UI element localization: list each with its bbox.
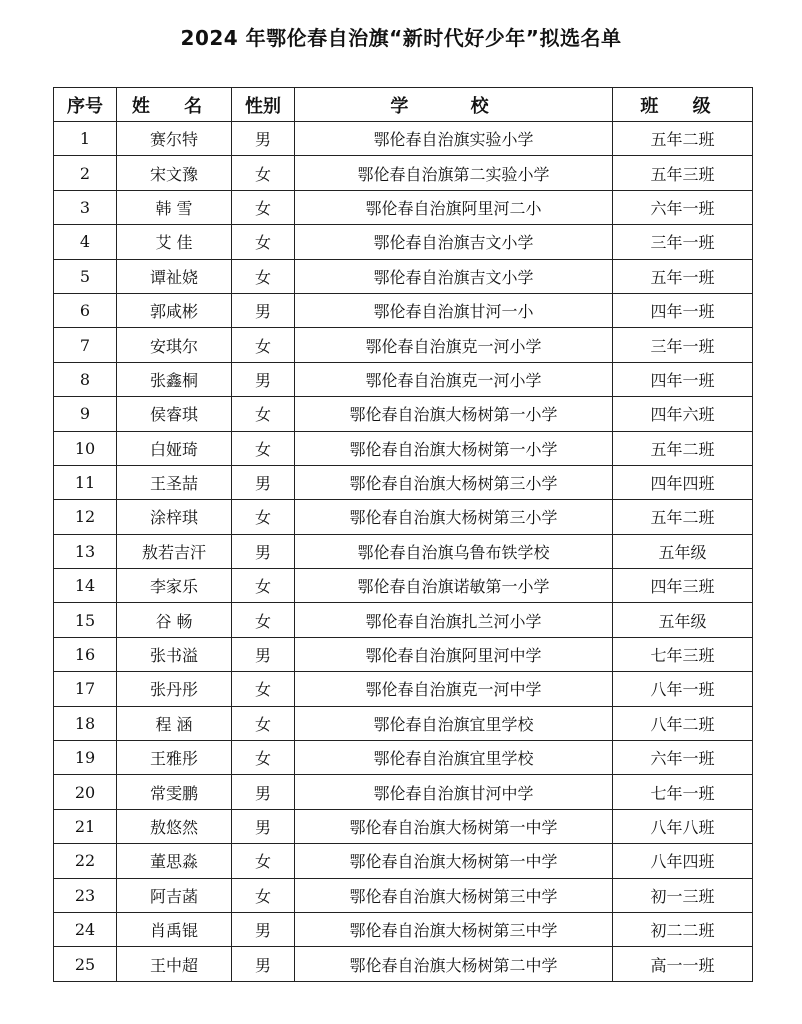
- cell-class: 五年二班: [613, 431, 753, 465]
- cell-class: 五年一班: [613, 259, 753, 293]
- cell-gender: 女: [232, 259, 295, 293]
- table-row: [54, 844, 753, 878]
- cell-school: 鄂伦春自治旗诺敏第一小学: [295, 569, 613, 603]
- table-row: [54, 397, 753, 431]
- cell-class: 五年级: [613, 603, 753, 637]
- cell-gender: 男: [232, 293, 295, 327]
- cell-index: 23: [54, 878, 117, 912]
- cell-class: 八年二班: [613, 706, 753, 740]
- cell-gender: 女: [232, 225, 295, 259]
- cell-name: 谭祉娆: [117, 259, 232, 293]
- cell-index: 12: [54, 500, 117, 534]
- cell-school: 鄂伦春自治旗克一河小学: [295, 328, 613, 362]
- table-row: [54, 741, 753, 775]
- table-row: [54, 328, 753, 362]
- cell-name: 宋文豫: [117, 156, 232, 190]
- cell-school: 鄂伦春自治旗宜里学校: [295, 741, 613, 775]
- cell-school: 鄂伦春自治旗大杨树第三中学: [295, 878, 613, 912]
- table-row: [54, 706, 753, 740]
- cell-class: 初二二班: [613, 912, 753, 946]
- cell-name: 张丹彤: [117, 672, 232, 706]
- cell-name: 李家乐: [117, 569, 232, 603]
- cell-gender: 男: [232, 534, 295, 568]
- cell-class: 八年四班: [613, 844, 753, 878]
- cell-class: 五年二班: [613, 500, 753, 534]
- cell-gender: 男: [232, 947, 295, 981]
- cell-index: 20: [54, 775, 117, 809]
- cell-gender: 女: [232, 878, 295, 912]
- table-row: [54, 775, 753, 809]
- cell-school: 鄂伦春自治旗大杨树第一中学: [295, 844, 613, 878]
- cell-name: 王圣喆: [117, 465, 232, 499]
- cell-index: 9: [54, 397, 117, 431]
- cell-index: 22: [54, 844, 117, 878]
- cell-name: 艾 佳: [117, 225, 232, 259]
- cell-name: 白娅琦: [117, 431, 232, 465]
- cell-class: 七年一班: [613, 775, 753, 809]
- candidate-table: [53, 87, 753, 982]
- cell-gender: 男: [232, 912, 295, 946]
- cell-gender: 女: [232, 603, 295, 637]
- cell-name: 程 涵: [117, 706, 232, 740]
- cell-index: 24: [54, 912, 117, 946]
- table-row: [54, 293, 753, 327]
- cell-class: 五年级: [613, 534, 753, 568]
- header-index: 序号: [54, 88, 117, 122]
- cell-index: 21: [54, 809, 117, 843]
- cell-school: 鄂伦春自治旗甘河中学: [295, 775, 613, 809]
- cell-school: 鄂伦春自治旗大杨树第一小学: [295, 397, 613, 431]
- cell-school: 鄂伦春自治旗吉文小学: [295, 225, 613, 259]
- cell-index: 14: [54, 569, 117, 603]
- table-row: [54, 637, 753, 671]
- cell-school: 鄂伦春自治旗实验小学: [295, 122, 613, 156]
- cell-name: 王中超: [117, 947, 232, 981]
- table-row: [54, 569, 753, 603]
- table-row: [54, 225, 753, 259]
- table-row: [54, 947, 753, 981]
- cell-school: 鄂伦春自治旗克一河中学: [295, 672, 613, 706]
- table-row: [54, 912, 753, 946]
- cell-index: 4: [54, 225, 117, 259]
- cell-class: 六年一班: [613, 741, 753, 775]
- cell-index: 3: [54, 190, 117, 224]
- cell-name: 敖悠然: [117, 809, 232, 843]
- cell-index: 10: [54, 431, 117, 465]
- cell-gender: 女: [232, 397, 295, 431]
- cell-class: 三年一班: [613, 328, 753, 362]
- header-name: 姓 名: [117, 88, 232, 122]
- cell-gender: 女: [232, 500, 295, 534]
- cell-school: 鄂伦春自治旗扎兰河小学: [295, 603, 613, 637]
- cell-school: 鄂伦春自治旗克一河小学: [295, 362, 613, 396]
- cell-school: 鄂伦春自治旗阿里河中学: [295, 637, 613, 671]
- cell-school: 鄂伦春自治旗大杨树第三小学: [295, 465, 613, 499]
- cell-index: 19: [54, 741, 117, 775]
- cell-name: 敖若吉汗: [117, 534, 232, 568]
- cell-name: 赛尔特: [117, 122, 232, 156]
- cell-index: 11: [54, 465, 117, 499]
- cell-gender: 男: [232, 362, 295, 396]
- table-row: [54, 603, 753, 637]
- cell-class: 四年一班: [613, 362, 753, 396]
- cell-name: 阿吉菡: [117, 878, 232, 912]
- cell-index: 25: [54, 947, 117, 981]
- cell-index: 16: [54, 637, 117, 671]
- cell-class: 七年三班: [613, 637, 753, 671]
- cell-name: 韩 雪: [117, 190, 232, 224]
- cell-school: 鄂伦春自治旗宜里学校: [295, 706, 613, 740]
- table-body: [54, 122, 753, 982]
- table-row: [54, 878, 753, 912]
- cell-gender: 男: [232, 775, 295, 809]
- cell-name: 肖禹锟: [117, 912, 232, 946]
- header-class: 班 级: [613, 88, 753, 122]
- table-row: [54, 190, 753, 224]
- header-gender: 性别: [232, 88, 295, 122]
- table-row: [54, 156, 753, 190]
- cell-index: 13: [54, 534, 117, 568]
- cell-index: 15: [54, 603, 117, 637]
- cell-class: 四年三班: [613, 569, 753, 603]
- table-header-row: [54, 88, 753, 122]
- cell-gender: 女: [232, 190, 295, 224]
- cell-class: 四年六班: [613, 397, 753, 431]
- table-row: [54, 465, 753, 499]
- cell-school: 鄂伦春自治旗大杨树第一中学: [295, 809, 613, 843]
- cell-index: 1: [54, 122, 117, 156]
- table-row: [54, 500, 753, 534]
- cell-name: 王雅彤: [117, 741, 232, 775]
- cell-gender: 男: [232, 637, 295, 671]
- cell-name: 郭咸彬: [117, 293, 232, 327]
- cell-name: 董思淼: [117, 844, 232, 878]
- table-row: [54, 534, 753, 568]
- cell-school: 鄂伦春自治旗吉文小学: [295, 259, 613, 293]
- cell-class: 五年三班: [613, 156, 753, 190]
- cell-gender: 男: [232, 122, 295, 156]
- cell-class: 三年一班: [613, 225, 753, 259]
- cell-class: 六年一班: [613, 190, 753, 224]
- cell-school: 鄂伦春自治旗乌鲁布铁学校: [295, 534, 613, 568]
- cell-school: 鄂伦春自治旗大杨树第三中学: [295, 912, 613, 946]
- cell-name: 谷 畅: [117, 603, 232, 637]
- cell-index: 18: [54, 706, 117, 740]
- cell-gender: 女: [232, 741, 295, 775]
- cell-gender: 女: [232, 328, 295, 362]
- cell-school: 鄂伦春自治旗甘河一小: [295, 293, 613, 327]
- cell-class: 四年四班: [613, 465, 753, 499]
- cell-name: 侯睿琪: [117, 397, 232, 431]
- cell-school: 鄂伦春自治旗大杨树第一小学: [295, 431, 613, 465]
- cell-name: 张鑫桐: [117, 362, 232, 396]
- table-row: [54, 809, 753, 843]
- cell-school: 鄂伦春自治旗大杨树第二中学: [295, 947, 613, 981]
- cell-name: 张书溢: [117, 637, 232, 671]
- cell-class: 五年二班: [613, 122, 753, 156]
- cell-class: 八年一班: [613, 672, 753, 706]
- cell-school: 鄂伦春自治旗大杨树第三小学: [295, 500, 613, 534]
- table-row: [54, 122, 753, 156]
- cell-class: 八年八班: [613, 809, 753, 843]
- cell-gender: 男: [232, 465, 295, 499]
- cell-gender: 女: [232, 672, 295, 706]
- table-row: [54, 431, 753, 465]
- cell-name: 常雯鹏: [117, 775, 232, 809]
- cell-gender: 女: [232, 844, 295, 878]
- cell-gender: 女: [232, 431, 295, 465]
- cell-name: 安琪尔: [117, 328, 232, 362]
- cell-class: 四年一班: [613, 293, 753, 327]
- cell-gender: 女: [232, 156, 295, 190]
- cell-gender: 女: [232, 706, 295, 740]
- cell-class: 初一三班: [613, 878, 753, 912]
- page-title: 2024 年鄂伦春自治旗“新时代好少年”拟选名单: [180, 26, 622, 50]
- cell-index: 2: [54, 156, 117, 190]
- cell-school: 鄂伦春自治旗第二实验小学: [295, 156, 613, 190]
- cell-index: 7: [54, 328, 117, 362]
- header-school: 学 校: [295, 88, 613, 122]
- cell-name: 涂梓琪: [117, 500, 232, 534]
- cell-index: 5: [54, 259, 117, 293]
- cell-school: 鄂伦春自治旗阿里河二小: [295, 190, 613, 224]
- cell-gender: 女: [232, 569, 295, 603]
- table-row: [54, 362, 753, 396]
- table-row: [54, 259, 753, 293]
- cell-class: 高一一班: [613, 947, 753, 981]
- cell-index: 6: [54, 293, 117, 327]
- cell-index: 17: [54, 672, 117, 706]
- cell-index: 8: [54, 362, 117, 396]
- table-row: [54, 672, 753, 706]
- cell-gender: 男: [232, 809, 295, 843]
